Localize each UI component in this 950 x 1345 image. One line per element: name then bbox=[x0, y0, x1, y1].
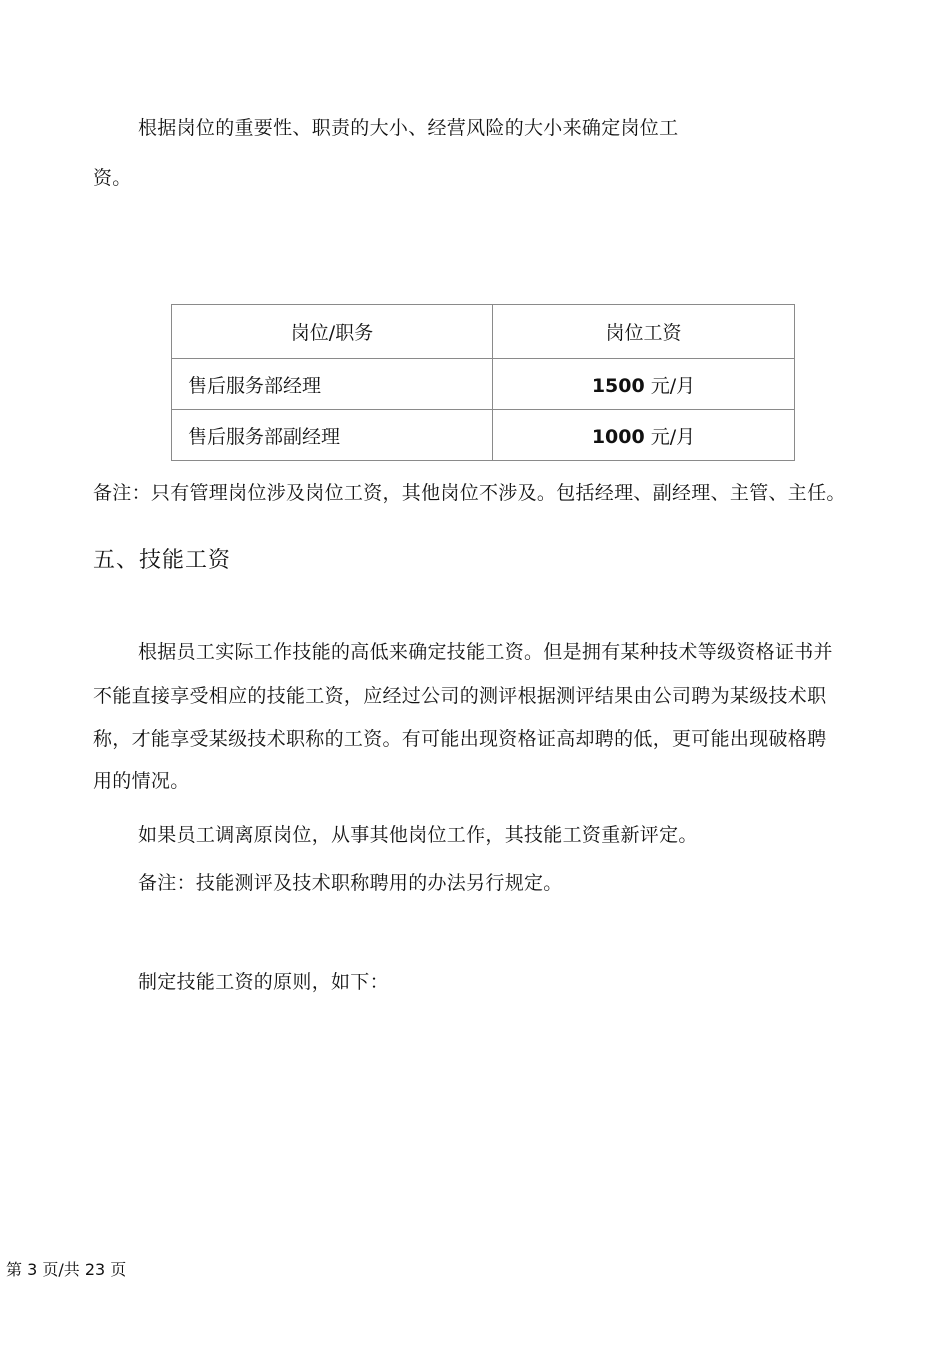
salary-unit: 元/月 bbox=[644, 425, 696, 448]
principle-intro: 制定技能工资的原则，如下： bbox=[138, 971, 389, 993]
table-header-row bbox=[172, 305, 795, 359]
salary-unit: 元/月 bbox=[644, 374, 696, 397]
intro-line-2: 资。 bbox=[93, 167, 132, 189]
table-cell-position: 售后服务部副经理 bbox=[172, 410, 493, 461]
note-position-salary: 备注：只有管理岗位涉及岗位工资，其他岗位不涉及。包括经理、副经理、主管、主任。 bbox=[93, 482, 846, 504]
page-footer: 第 3 页/共 23 页 bbox=[6, 1260, 127, 1279]
intro-line-1: 根据岗位的重要性、职责的大小、经营风险的大小来确定岗位工 bbox=[138, 117, 679, 139]
skill-paragraph-line-2: 不能直接享受相应的技能工资，应经过公司的测评根据测评结果由公司聘为某级技术职 bbox=[93, 685, 827, 707]
skill-paragraph-line-3: 称，才能享受某级技术职称的工资。有可能出现资格证高却聘的低，更可能出现破格聘 bbox=[93, 728, 827, 750]
section-heading: 五、技能工资 bbox=[93, 548, 232, 573]
table-cell-salary bbox=[493, 410, 795, 461]
skill-paragraph-line-1: 根据员工实际工作技能的高低来确定技能工资。但是拥有某种技术等级资格证书并 bbox=[138, 641, 833, 663]
table-header-position: 岗位/职务 bbox=[172, 305, 493, 359]
transfer-paragraph: 如果员工调离原岗位，从事其他岗位工作，其技能工资重新评定。 bbox=[138, 824, 698, 846]
position-salary-table bbox=[171, 304, 795, 461]
salary-amount: 1500 bbox=[591, 374, 645, 397]
salary-amount: 1000 bbox=[591, 425, 645, 448]
note-skill-evaluation: 备注：技能测评及技术职称聘用的办法另行规定。 bbox=[138, 872, 563, 894]
table-cell-salary bbox=[493, 359, 795, 410]
table-cell-position: 售后服务部经理 bbox=[172, 359, 493, 410]
skill-paragraph-line-4: 用的情况。 bbox=[93, 770, 190, 792]
table-row bbox=[172, 410, 795, 461]
table-header-salary: 岗位工资 bbox=[493, 305, 795, 359]
table-row bbox=[172, 359, 795, 410]
